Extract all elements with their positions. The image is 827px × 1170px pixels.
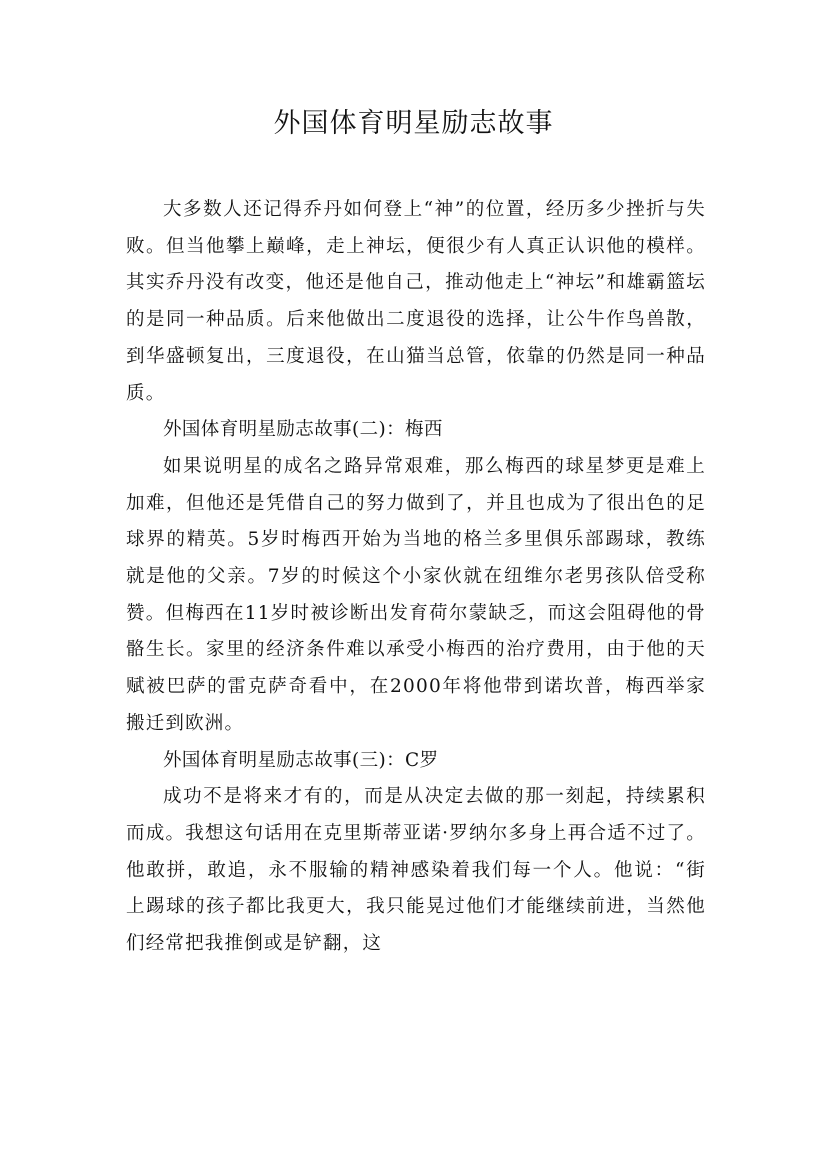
document-body	[126, 192, 706, 963]
paragraph-messi: 如果说明星的成名之路异常艰难，那么梅西的球星梦更是难上加难，但他还是凭借自己的努力做到了，并且也成为了很出色的足球界的精英。5岁时梅西开始为当地的格兰多里俱乐部踢球，教练就是他的父亲。7岁的时候这个小家伙就在纽维尔老男孩队倍受称赞。但梅西在11岁时被诊断出发育荷尔蒙缺乏，而这会阻碍他的骨骼生长。家里的经济条件难以承受小梅西的治疗费用，由于他的天赋被巴萨的雷克萨奇看中，在2000年将他带到诺坎普，梅西举家搬迁到欧洲。	[126, 455, 706, 734]
paragraph-jordan: 大多数人还记得乔丹如何登上“神”的位置，经历多少挫折与失败。但当他攀上巅峰，走上神坛，便很少有人真正认识他的模样。其实乔丹没有改变，他还是他自己，推动他走上“神坛”和雄霸篮坛的是同一种品质。后来他做出二度退役的选择，让公牛作鸟兽散，到华盛顿复出，三度退役，在山猫当总管，依靠的仍然是同一种品质。	[126, 199, 706, 404]
paragraph-cristiano: 成功不是将来才有的，而是从决定去做的那一刻起，持续累积而成。我想这句话用在克里斯蒂亚诺·罗纳尔多身上再合适不过了。他敢拼，敢追，永不服输的精神感染着我们每一个人。他说：“街上踢球的孩子都比我更大，我只能晃过他们才能继续前进，当然他们经常把我推倒或是铲翻，这	[126, 786, 706, 955]
section-heading-messi: 外国体育明星励志故事(二)：梅西	[163, 419, 443, 441]
document-title: 外国体育明星励志故事	[273, 108, 554, 139]
section-heading-cristiano: 外国体育明星励志故事(三)：C罗	[163, 749, 439, 771]
